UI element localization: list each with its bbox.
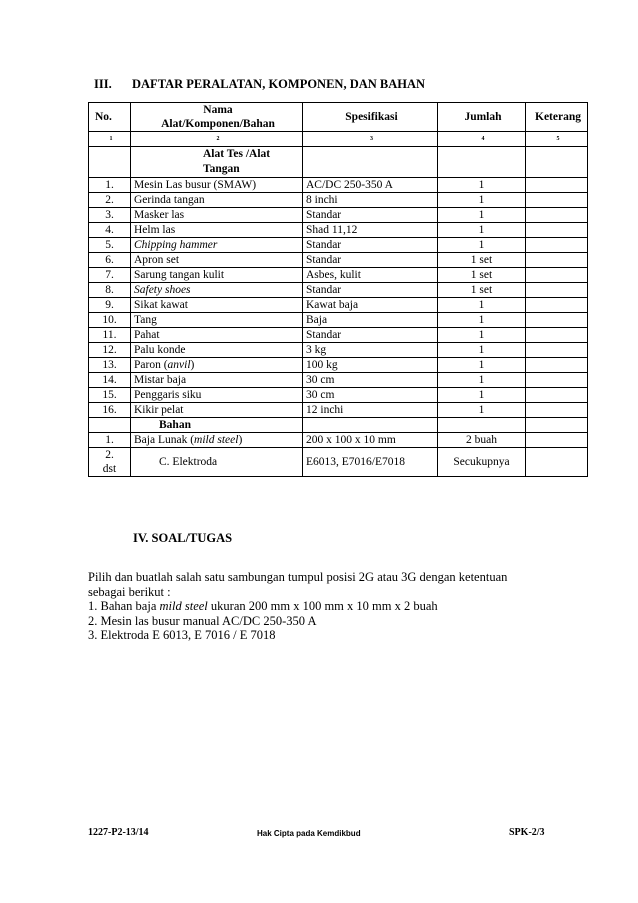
table-row: 2. Gerinda tangan 8 inchi 1 <box>89 193 588 208</box>
task-line: sebagai berikut : <box>88 584 171 599</box>
footer-code: 1227-P2-13/14 <box>88 827 149 838</box>
equipment-table <box>88 102 588 477</box>
table-row: 8. Safety shoes Standar 1 set <box>89 283 588 298</box>
table-row: 3. Masker las Standar 1 <box>89 208 588 223</box>
bahan-subheading: Bahan <box>131 418 303 433</box>
footer-copyright: Hak Cipta pada Kemdikbud <box>257 829 361 838</box>
table-row: 12. Palu konde 3 kg 1 <box>89 343 588 358</box>
index-cell: 1 <box>89 132 131 147</box>
bahan-subheading-row <box>89 418 588 433</box>
index-cell: 3 <box>303 132 438 147</box>
table-row: 2. dst C. Elektroda E6013, E7016/E7018 Secukupnya <box>89 448 588 477</box>
table-row: 1. Mesin Las busur (SMAW) AC/DC 250-350 A 1 <box>89 178 588 193</box>
table-row: 13. Paron (anvil) 100 kg 1 <box>89 358 588 373</box>
table-row: 10. Tang Baja 1 <box>89 313 588 328</box>
task-description <box>88 570 568 643</box>
header-keterangan: Keterang <box>526 103 588 132</box>
index-cell: 4 <box>438 132 526 147</box>
table-row: 4. Helm las Shad 11,12 1 <box>89 223 588 238</box>
table-row: 15. Penggaris siku 30 cm 1 <box>89 388 588 403</box>
header-no: No. <box>89 103 131 132</box>
index-cell: 2 <box>131 132 303 147</box>
section-3-number: III. <box>94 77 112 91</box>
table-row: 7. Sarung tangan kulit Asbes, kulit 1 set <box>89 268 588 283</box>
table-row: 6. Apron set Standar 1 set <box>89 253 588 268</box>
table-row: 9. Sikat kawat Kawat baja 1 <box>89 298 588 313</box>
task-item: 3. Elektroda E 6013, E 7016 / E 7018 <box>88 628 276 642</box>
tools-subheading-row <box>89 147 588 178</box>
table-row: 1. Baja Lunak (mild steel) 200 x 100 x 10 mm 2 buah <box>89 433 588 448</box>
tools-subheading: Alat Tes /Alat Tangan <box>131 147 303 178</box>
footer-page: SPK-2/3 <box>509 827 545 838</box>
table-row: 11. Pahat Standar 1 <box>89 328 588 343</box>
index-cell: 5 <box>526 132 588 147</box>
header-jumlah: Jumlah <box>438 103 526 132</box>
section-3-heading <box>94 77 425 92</box>
column-index-row <box>89 132 588 147</box>
section-3-title: DAFTAR PERALATAN, KOMPONEN, DAN BAHAN <box>132 77 426 91</box>
table-row: 5. Chipping hammer Standar 1 <box>89 238 588 253</box>
table-row: 16. Kikir pelat 12 inchi 1 <box>89 403 588 418</box>
task-item: 2. Mesin las busur manual AC/DC 250-350 A <box>88 613 317 628</box>
header-spesifikasi: Spesifikasi <box>303 103 438 132</box>
table-row: 14. Mistar baja 30 cm 1 <box>89 373 588 388</box>
table-header-row <box>89 103 588 132</box>
task-item: 1. Bahan baja mild steel ukuran 200 mm x 100 mm x 10 mm x 2 buah <box>88 599 438 613</box>
task-line: Pilih dan buatlah salah satu sambungan tumpul posisi 2G atau 3G dengan ketentuan <box>88 570 508 584</box>
section-4-heading: IV. SOAL/TUGAS <box>133 531 233 545</box>
header-nama: Nama Alat/Komponen/Bahan <box>131 103 303 132</box>
